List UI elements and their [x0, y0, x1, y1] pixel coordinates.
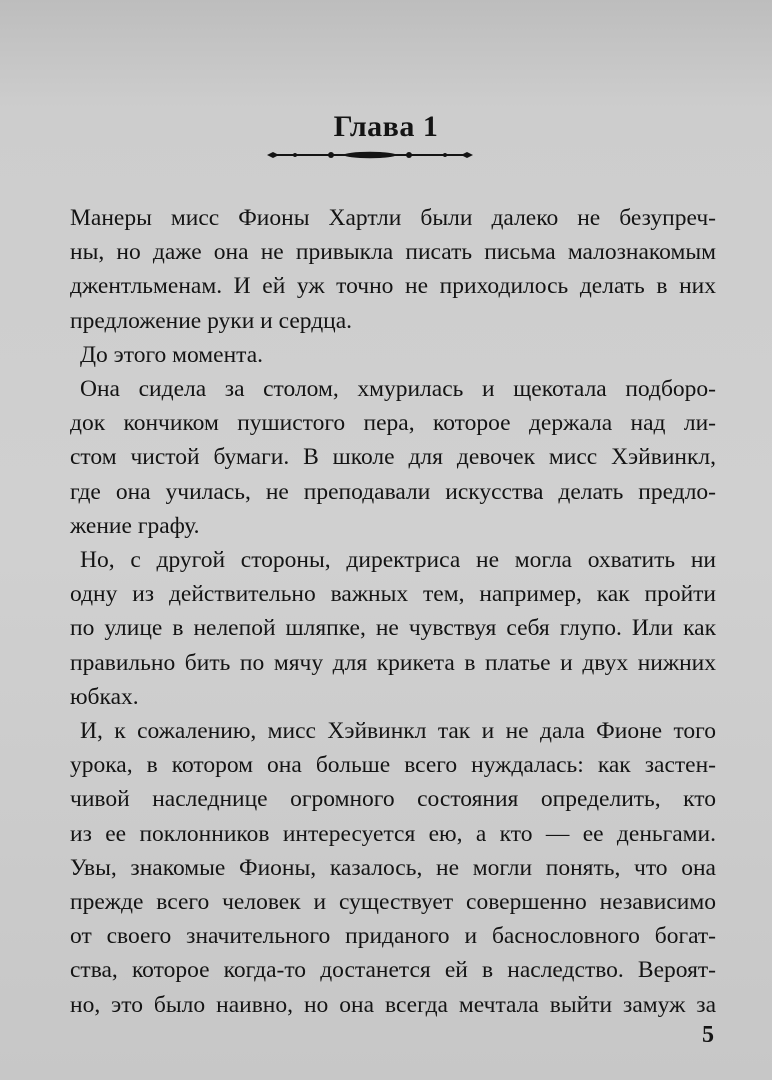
text-line: одну из действительно важных тем, например, как пройти	[70, 581, 716, 608]
text-line: жение графу.	[70, 512, 200, 539]
text-line: правильно бить по мячу для крикета в платье и двух нижних	[70, 649, 716, 676]
body-text	[60, 201, 716, 1022]
paragraph	[60, 201, 716, 338]
text-line: Но, с другой стороны, директриса не могла охватить ни	[80, 547, 716, 574]
text-line: предложение руки и сердца.	[70, 307, 353, 334]
text-line: Увы, знакомые Фионы, казалось, не могли понять, что она	[70, 854, 716, 881]
text-line: юбках.	[70, 683, 139, 710]
paragraph	[60, 714, 716, 1022]
text-line: джентльменам. И ей уж точно не приходилось делать в них	[70, 273, 716, 300]
text-line: по улице в нелепой шляпке, не чувствуя себя глупо. Или как	[70, 615, 716, 642]
text-line: прежде всего человек и существует совершенно независимо	[70, 889, 716, 916]
paragraph	[60, 338, 716, 372]
paragraph	[60, 372, 716, 543]
text-line: где она училась, не преподавали искусства делать предло-	[70, 478, 716, 505]
text-line: Манеры мисс Фионы Хартли были далеко не безупреч-	[70, 205, 716, 231]
chapter-ornament-divider	[265, 147, 475, 163]
text-line: но, это было наивно, но она всегда мечтала выйти замуж за	[70, 991, 716, 1018]
text-line: И, к сожалению, мисс Хэйвинкл так и не дала Фионе того	[80, 718, 716, 745]
text-line: стом чистой бумаги. В школе для девочек мисс Хэйвинкл,	[70, 444, 716, 471]
text-line: До этого момента.	[80, 341, 264, 368]
text-line: ны, но даже она не привыкла писать письма малознакомым	[70, 239, 716, 266]
page-number: 5	[702, 1022, 714, 1048]
chapter-title: Глава 1	[333, 110, 439, 143]
text-line: чивой наследнице огромного состояния определить, кто	[70, 786, 716, 813]
text-line: от своего значительного приданого и баснословного богат-	[70, 923, 716, 950]
text-line: Она сидела за столом, хмурилась и щекотала подборо-	[80, 376, 716, 403]
text-line: ства, которое когда-то достанется ей в наследство. Вероят-	[70, 957, 716, 984]
text-line: док кончиком пушистого пера, которое держала над ли-	[70, 410, 716, 437]
text-line: урока, в котором она больше всего нуждалась: как застен-	[70, 752, 716, 779]
text-line: из ее поклонников интересуется ею, а кто — ее деньгами.	[70, 820, 716, 847]
paragraph	[60, 543, 716, 714]
